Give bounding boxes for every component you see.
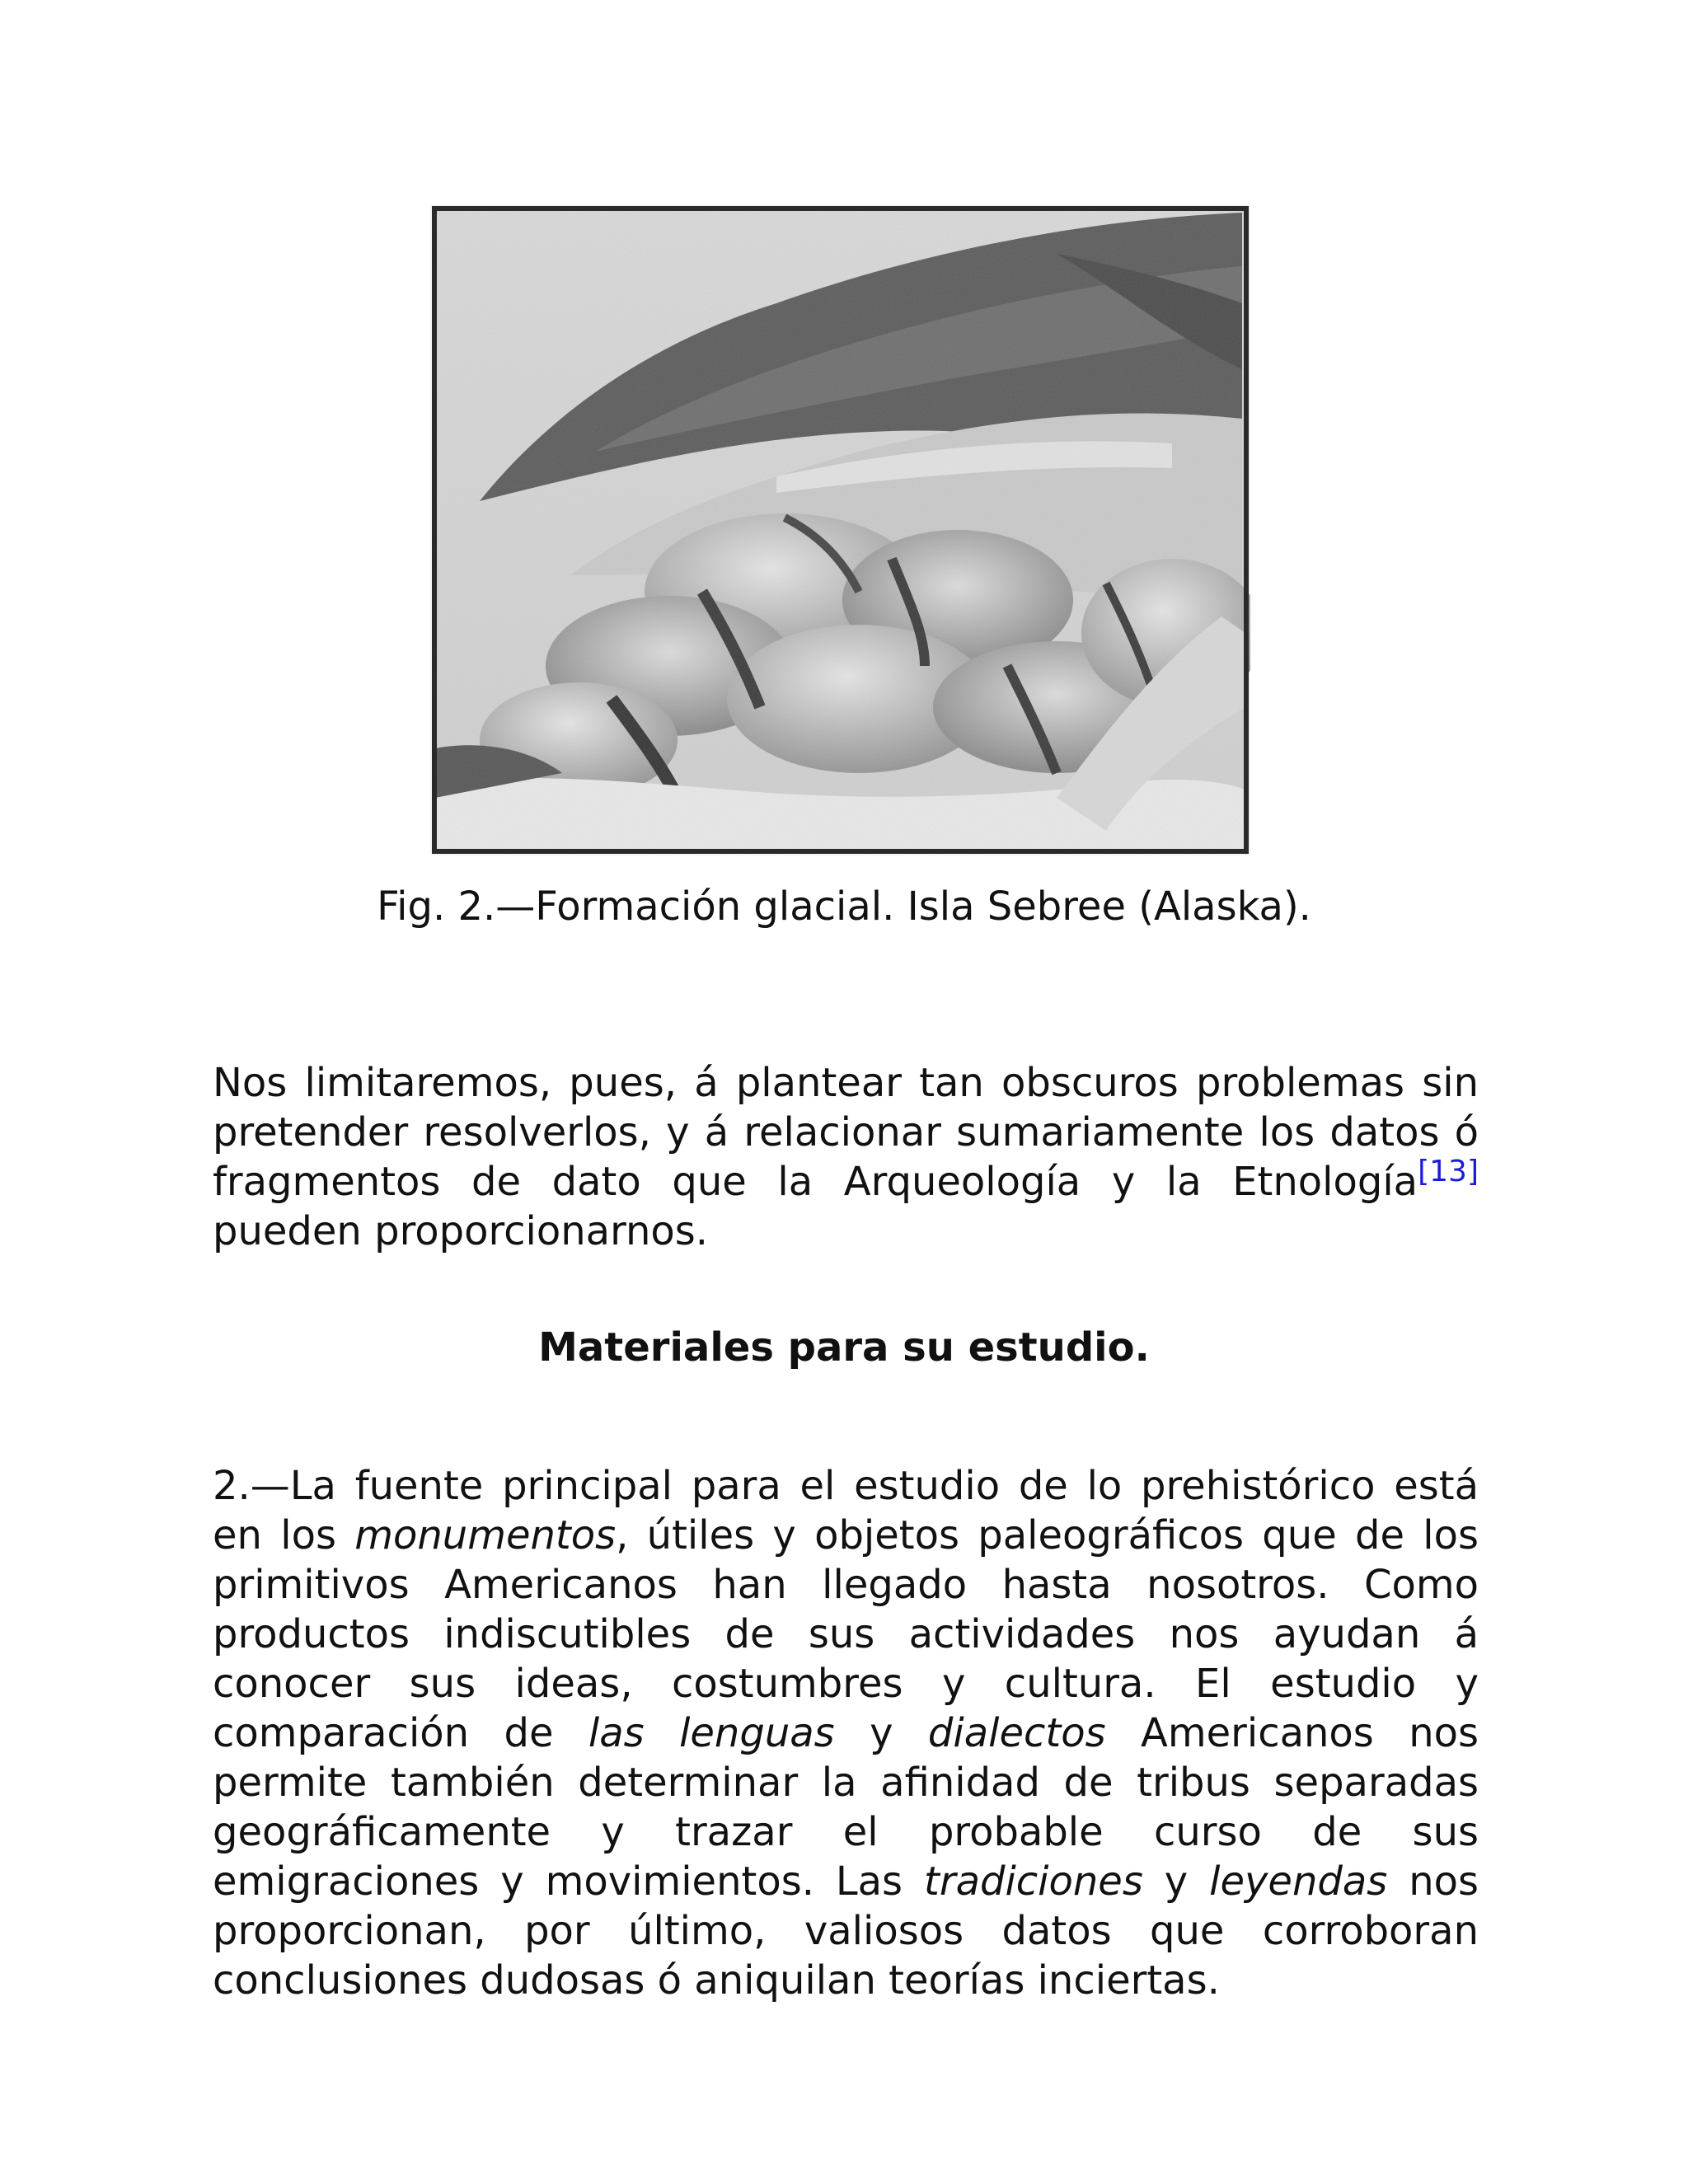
paragraph-intro-text: Nos limitaremos, pues, á plantear tan obscuros problemas sin pretender resolverlos, y á relacionar sumariamente los datos ó fragmentos de dato que la Arqueología y la Etnología <box>213 1060 1479 1205</box>
italic-term-tradiciones: tradiciones <box>924 1858 1143 1905</box>
text-segment: 2.—La fuente principal para el estudio de lo prehistórico está en los <box>213 1463 1479 1558</box>
footnote-link-13[interactable]: [13] <box>1418 1155 1479 1188</box>
text-segment: y <box>1142 1858 1210 1905</box>
text-segment: y <box>834 1710 928 1756</box>
text-segment: nos proporcionan, por último, valiosos datos que corroboran conclusiones dudosas ó aniquilan teorías inciertas. <box>213 1858 1479 2004</box>
italic-term-leyendas: leyendas <box>1209 1858 1388 1905</box>
paragraph-intro <box>213 1058 1479 1256</box>
text-segment: , útiles y objetos paleográficos que de los primitivos Americanos han llegado hasta nosotros. Como productos indiscutibles de sus actividades nos ayudan á conocer sus ideas, costumbres y cultura. El estudio y comparación de <box>213 1512 1479 1756</box>
paragraph-intro-tail: pueden proporcionarnos. <box>213 1208 709 1254</box>
photo-image-icon <box>430 204 1250 855</box>
italic-term-dialectos: dialectos <box>927 1710 1106 1756</box>
paragraph-materials <box>213 1461 1479 2005</box>
figure-caption: Fig. 2.—Formación glacial. Isla Sebree (Alaska). <box>377 883 1311 930</box>
italic-term-lenguas: las lenguas <box>588 1710 835 1756</box>
glacial-formation-photo <box>430 204 1250 855</box>
section-heading: Materiales para su estudio. <box>538 1324 1150 1371</box>
text-segment: Americanos nos permite también determinar la afinidad de tribus separadas geográficamente y trazar el probable curso de sus emigraciones y movimientos. Las <box>213 1710 1479 1905</box>
italic-term-monumentos: monumentos <box>354 1512 617 1558</box>
